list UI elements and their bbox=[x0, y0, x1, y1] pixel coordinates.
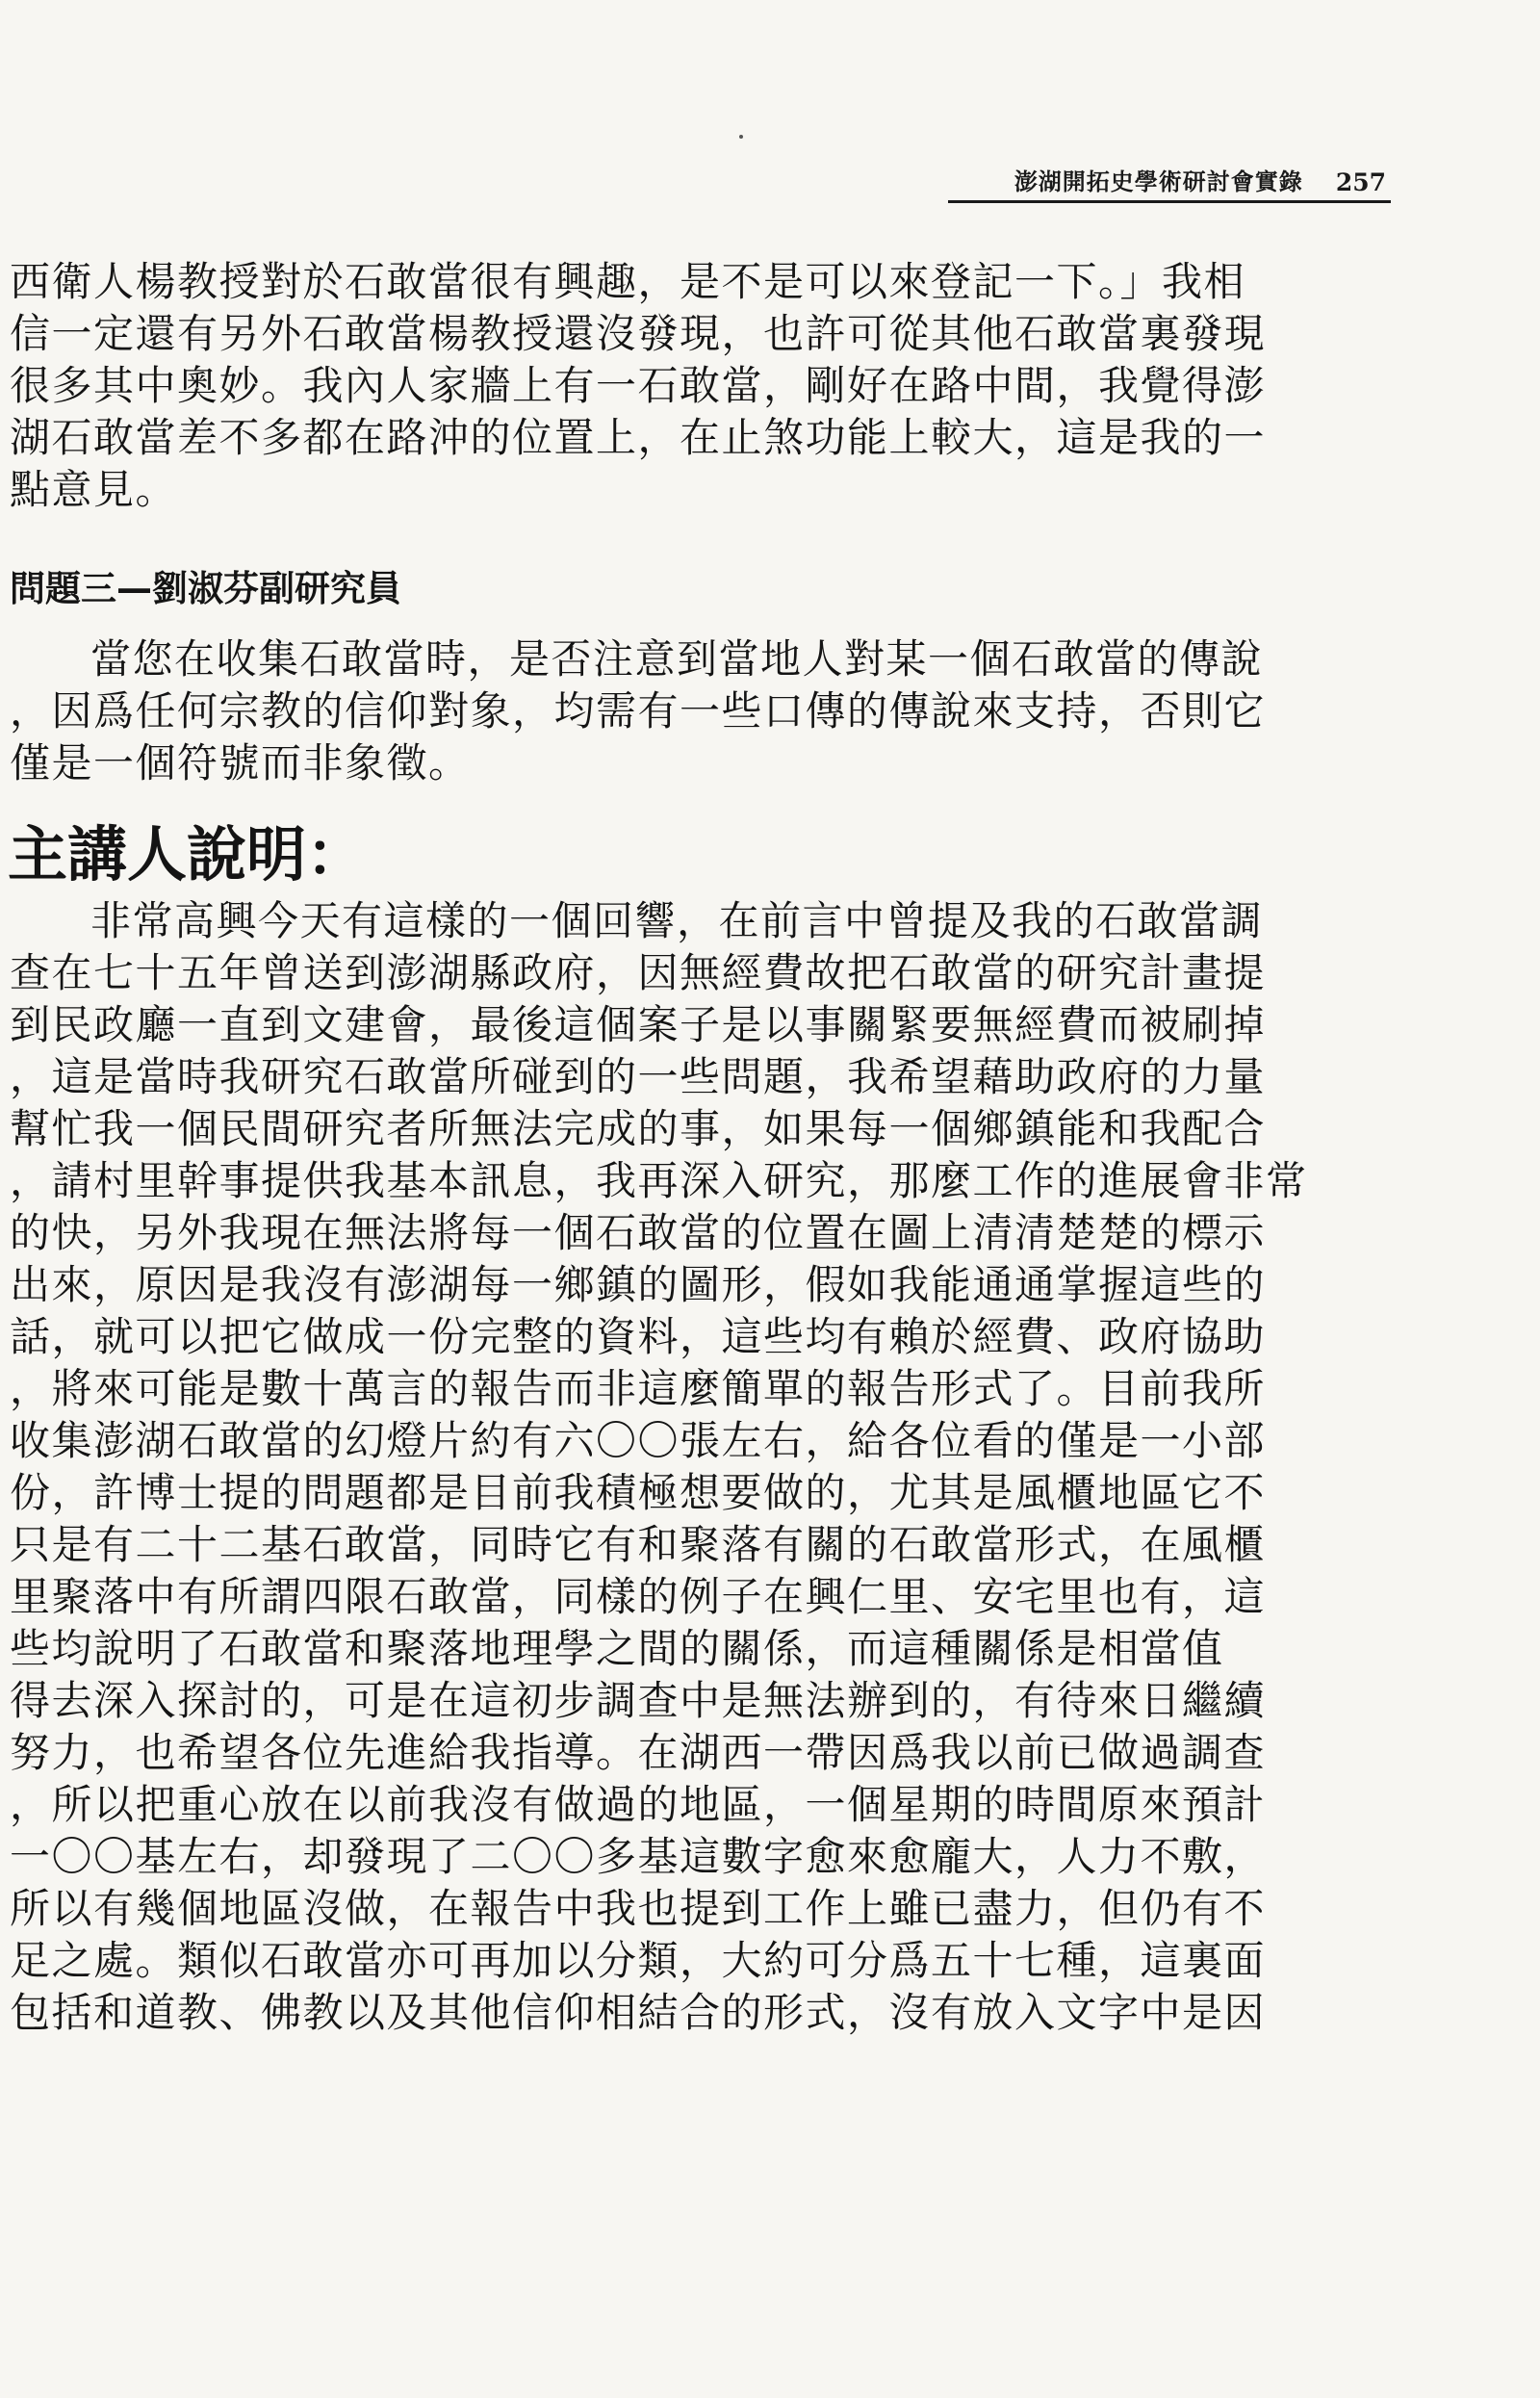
text-line: ，請村里幹事提供我基本訊息，我再深入研究，那麼工作的進展會非常 bbox=[10, 1157, 1308, 1204]
print-speck bbox=[739, 135, 743, 139]
text-line: 湖石敢當差不多都在路沖的位置上，在止煞功能上較大，這是我的一 bbox=[10, 414, 1267, 461]
text-line: 足之處。類似石敢當亦可再加以分類，大約可分爲五十七種，這裏面 bbox=[10, 1937, 1267, 1984]
header-rule bbox=[948, 200, 1391, 203]
text-line: 包括和道教、佛教以及其他信仰相結合的形式，沒有放入文字中是因 bbox=[10, 1989, 1267, 2036]
running-title: 澎湖開拓史學術研討會實錄 bbox=[1014, 168, 1303, 195]
intro-paragraph bbox=[10, 256, 1376, 516]
running-header bbox=[962, 164, 1386, 196]
text-line: 話，就可以把它做成一份完整的資料，這些均有賴於經費、政府協助 bbox=[10, 1313, 1267, 1360]
text-line: 非常高興今天有這樣的一個回響，在前言中曾提及我的石敢當調 bbox=[90, 897, 1264, 944]
text-line: 西衛人楊教授對於石敢當很有興趣，是不是可以來登記一下。」我相 bbox=[10, 258, 1246, 305]
text-line: 信一定還有另外石敢當楊教授還沒發現，也許可從其他石敢當裏發現 bbox=[10, 310, 1267, 357]
text-line: 查在七十五年曾送到澎湖縣政府，因無經費故把石敢當的研究計畫提 bbox=[10, 949, 1267, 996]
text-line: ，這是當時我研究石敢當所碰到的一些問題，我希望藉助政府的力量 bbox=[10, 1053, 1267, 1100]
text-line: 得去深入探討的，可是在這初步調查中是無法辦到的，有待來日繼續 bbox=[10, 1677, 1267, 1724]
text-line: 些均說明了石敢當和聚落地理學之間的關係，而這種關係是相當值 bbox=[10, 1625, 1224, 1672]
text-line: 所以有幾個地區沒做，在報告中我也提到工作上雖已盡力，但仍有不 bbox=[10, 1885, 1267, 1932]
question-paragraph bbox=[10, 633, 1376, 789]
text-line: ，因爲任何宗教的信仰對象，均需有一些口傳的傳說來支持，否則它 bbox=[10, 687, 1267, 735]
text-line: 僅是一個符號而非象徵。 bbox=[10, 739, 471, 786]
text-line: ，將來可能是數十萬言的報告而非這麼簡單的報告形式了。目前我所 bbox=[10, 1365, 1267, 1412]
text-line: 的快，另外我現在無法將每一個石敢當的位置在圖上清清楚楚的標示 bbox=[10, 1209, 1267, 1256]
text-line: 出來，原因是我沒有澎湖每一鄉鎮的圖形，假如我能通通掌握這些的 bbox=[10, 1261, 1267, 1308]
text-line: 份，許博士提的問題都是目前我積極想要做的，尤其是風櫃地區它不 bbox=[10, 1469, 1267, 1516]
section-heading: 主講人說明： bbox=[8, 819, 367, 890]
text-line: 點意見。 bbox=[10, 466, 178, 513]
text-line: 很多其中奧妙。我內人家牆上有一石敢當，剛好在路中間，我覺得澎 bbox=[10, 362, 1267, 409]
text-line: 只是有二十二基石敢當，同時它有和聚落有關的石敢當形式，在風櫃 bbox=[10, 1521, 1267, 1568]
text-line: 收集澎湖石敢當的幻燈片約有六〇〇張左右，給各位看的僅是一小部 bbox=[10, 1417, 1267, 1464]
speaker-paragraph bbox=[10, 895, 1376, 2039]
text-line: 努力，也希望各位先進給我指導。在湖西一帶因爲我以前已做過調查 bbox=[10, 1729, 1267, 1776]
text-line: 里聚落中有所謂四限石敢當，同樣的例子在興仁里、安宅里也有，這 bbox=[10, 1573, 1267, 1620]
text-line: ，所以把重心放在以前我沒有做過的地區，一個星期的時間原來預計 bbox=[10, 1781, 1267, 1828]
page-number: 257 bbox=[1335, 168, 1386, 196]
text-line: 一〇〇基左右，却發現了二〇〇多基這數字愈來愈龐大，人力不敷， bbox=[10, 1833, 1267, 1880]
text-line: 幫忙我一個民間研究者所無法完成的事，如果每一個鄉鎮能和我配合 bbox=[10, 1105, 1267, 1152]
text-line: 到民政廳一直到文建會，最後這個案子是以事關緊要無經費而被刷掉 bbox=[10, 1001, 1267, 1048]
question-heading: 問題三—劉淑芬副研究員 bbox=[10, 568, 401, 609]
text-line: 當您在收集石敢當時，是否注意到當地人對某一個石敢當的傳說 bbox=[90, 635, 1264, 683]
